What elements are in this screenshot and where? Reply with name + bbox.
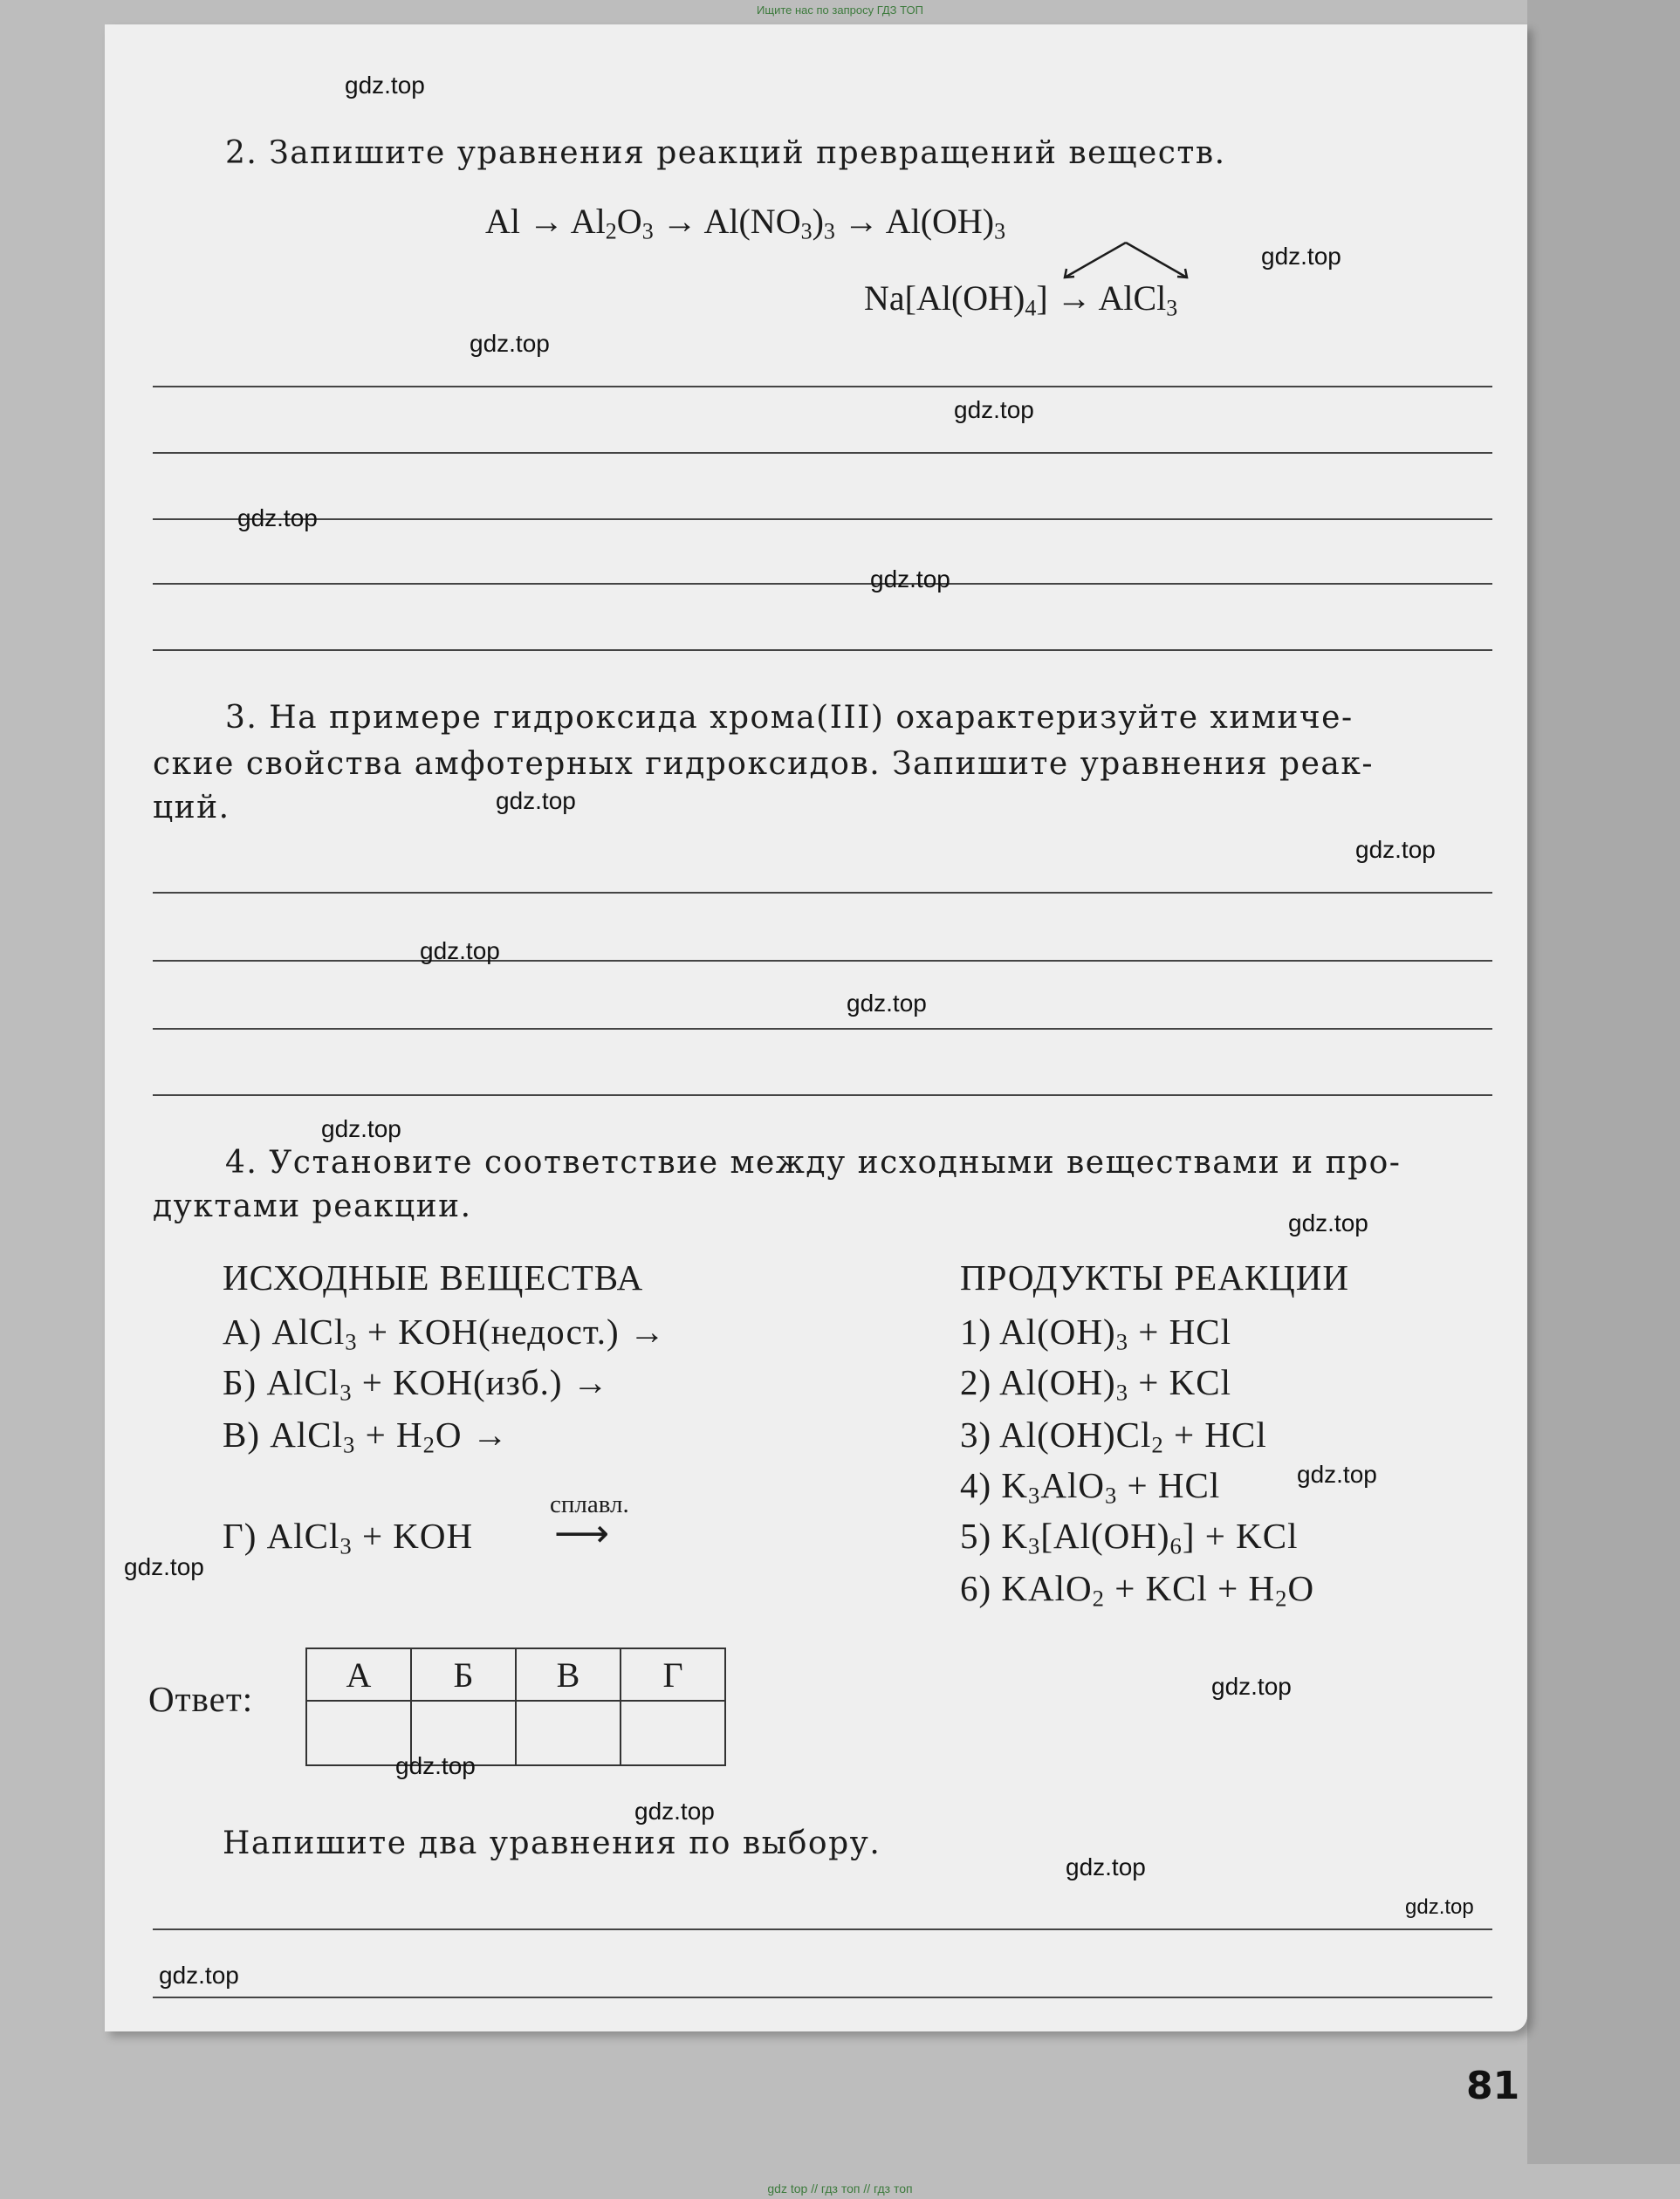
watermark: gdz.top (1066, 1853, 1146, 1880)
branch-arrow-left (1065, 243, 1126, 277)
watermark: gdz.top (1288, 1209, 1368, 1237)
reactant-b (223, 1361, 609, 1407)
bottom-banner: gdz top // гдз топ // гдз топ (767, 2182, 913, 2196)
formula: KAlO (1001, 1568, 1093, 1608)
chain-arrow: → (843, 202, 879, 241)
chain-naaloh4: Na[Al(OH) (864, 278, 1025, 318)
chain-arrow: → (529, 202, 564, 241)
sub: 2 (1092, 1585, 1105, 1612)
answer-header-row (306, 1648, 725, 1701)
formula: [Al(OH) (1040, 1516, 1170, 1556)
sub: 4 (1025, 295, 1037, 321)
sub: 3 (1028, 1482, 1041, 1509)
answer-cell-v[interactable] (516, 1701, 621, 1765)
answer-line[interactable] (153, 1997, 1492, 1998)
option-label: 6) (960, 1568, 992, 1608)
chain-al2o3: Al (570, 202, 606, 241)
next-page-edge (1527, 0, 1680, 2164)
option-label: 1) (960, 1312, 992, 1352)
answer-line[interactable] (153, 386, 1492, 387)
formula: K (1001, 1465, 1029, 1505)
chain-alcl3: AlCl (1098, 278, 1167, 318)
task4-line2: дуктами реакции. (153, 1189, 472, 1224)
sub: 3 (641, 218, 654, 244)
sub: 3 (1166, 295, 1178, 321)
formula: + KOH(недост.) → (357, 1312, 666, 1352)
answer-table (305, 1648, 726, 1766)
branch-arrow-right (1126, 243, 1187, 277)
formula: + KCl (1128, 1362, 1231, 1402)
watermark: gdz.top (321, 1115, 401, 1142)
sub: 3 (1104, 1482, 1118, 1509)
formula: AlCl (271, 1312, 346, 1352)
watermark: gdz.top (470, 330, 550, 357)
option-label: Б) (223, 1362, 257, 1402)
formula: + HCl (1128, 1312, 1231, 1352)
reaction-chain-1 (485, 201, 1005, 245)
option-label: А) (223, 1312, 263, 1352)
top-banner: Ищите нас по запросу ГДЗ ТОП (757, 3, 923, 17)
page-number: 81 (1466, 2064, 1520, 2108)
option-label: 3) (960, 1415, 992, 1455)
answer-header-g: Г (621, 1648, 725, 1701)
watermark: gdz.top (1261, 243, 1341, 270)
formula: AlCl (266, 1516, 340, 1556)
reactant-g (223, 1515, 473, 1560)
watermark: gdz.top (420, 937, 500, 964)
option-label: 2) (960, 1362, 992, 1402)
chain-alno3: Al(NO (703, 202, 801, 241)
answer-header-a: А (306, 1648, 411, 1701)
product-6 (960, 1567, 1314, 1613)
chain-al: Al (485, 202, 520, 241)
sub: 3 (823, 218, 835, 244)
reactant-v (223, 1414, 509, 1459)
option-label: 4) (960, 1465, 992, 1505)
watermark: gdz.top (124, 1553, 204, 1580)
long-arrow: ⟶ (554, 1511, 610, 1556)
task4-line1: 4. Установите соответствие между исходными веществами и про- (225, 1145, 1402, 1181)
chain-arrow: → (662, 202, 697, 241)
answer-header-b: Б (411, 1648, 516, 1701)
sub: 3 (339, 1532, 353, 1559)
formula: + KOH (352, 1516, 474, 1556)
bracket: ] (1036, 278, 1048, 318)
task3-line2: ские свойства амфотерных гидроксидов. Запишите уравнения реак- (153, 746, 1375, 782)
formula: O → (435, 1415, 509, 1455)
sub: 3 (800, 218, 813, 244)
watermark: gdz.top (1355, 836, 1436, 863)
watermark: gdz.top (954, 396, 1034, 423)
write-two-text: Напишите два уравнения по выбору. (223, 1826, 881, 1861)
sub: 3 (1115, 1379, 1129, 1406)
formula: O (1287, 1568, 1315, 1608)
formula: + HCl (1117, 1465, 1221, 1505)
formula: AlO (1040, 1465, 1105, 1505)
answer-input-row (306, 1701, 725, 1765)
formula: + KCl + H (1104, 1568, 1276, 1608)
sub: 2 (1275, 1585, 1288, 1612)
sub: 2 (1151, 1431, 1164, 1458)
product-3 (960, 1414, 1267, 1459)
answer-label: Ответ: (148, 1679, 254, 1719)
formula: ] + KCl (1182, 1516, 1299, 1556)
formula: Al(OH) (999, 1362, 1116, 1402)
answer-line[interactable] (153, 452, 1492, 454)
formula: K (1001, 1516, 1029, 1556)
sub: 3 (994, 218, 1006, 244)
option-label: Г) (223, 1516, 257, 1556)
product-1 (960, 1311, 1231, 1356)
reactants-header: ИСХОДНЫЕ ВЕЩЕСТВА (223, 1257, 644, 1298)
answer-line[interactable] (153, 583, 1492, 585)
task3-line3: ций. (153, 790, 230, 825)
formula: Al(OH)Cl (999, 1415, 1152, 1455)
formula: Al(OH) (999, 1312, 1116, 1352)
formula: AlCl (266, 1362, 340, 1402)
paren: ) (812, 202, 824, 241)
answer-line[interactable] (153, 1094, 1492, 1096)
chain-o: O (616, 202, 642, 241)
reactant-a (223, 1311, 666, 1356)
chain-aloh3: Al(OH) (885, 202, 995, 241)
formula: + H (355, 1415, 423, 1455)
watermark: gdz.top (237, 504, 318, 531)
formula: + HCl (1163, 1415, 1267, 1455)
products-header: ПРОДУКТЫ РЕАКЦИИ (960, 1257, 1349, 1298)
task3-line1: 3. На примере гидроксида хрома(III) охарактеризуйте химиче- (225, 700, 1354, 736)
formula: + KOH(изб.) → (352, 1362, 609, 1402)
task2-text: 2. Запишите уравнения реакций превращений веществ. (225, 135, 1226, 171)
sub: 3 (345, 1328, 358, 1355)
answer-line[interactable] (153, 892, 1492, 894)
watermark: gdz.top (870, 565, 950, 593)
sub: 3 (1028, 1532, 1041, 1559)
sub: 3 (339, 1379, 353, 1406)
sub: 6 (1169, 1532, 1183, 1559)
watermark: gdz.top (345, 72, 425, 99)
sub: 2 (422, 1431, 435, 1458)
watermark: gdz.top (1405, 1895, 1474, 1919)
answer-line[interactable] (153, 1928, 1492, 1930)
watermark: gdz.top (395, 1752, 476, 1779)
watermark: gdz.top (634, 1798, 715, 1825)
watermark: gdz.top (159, 1962, 239, 1989)
product-2 (960, 1361, 1231, 1407)
sub: 3 (1115, 1328, 1129, 1355)
answer-header-v: В (516, 1648, 621, 1701)
option-label: 5) (960, 1516, 992, 1556)
chain-arrow: → (1056, 278, 1092, 318)
sub: 3 (343, 1431, 356, 1458)
option-label: В) (223, 1415, 260, 1455)
watermark: gdz.top (1211, 1673, 1292, 1700)
watermark: gdz.top (1297, 1461, 1377, 1488)
answer-line[interactable] (153, 960, 1492, 962)
answer-line[interactable] (153, 649, 1492, 651)
sub: 2 (605, 218, 617, 244)
answer-line[interactable] (153, 518, 1492, 520)
condition-label: сплавл. (550, 1490, 629, 1518)
formula: AlCl (270, 1415, 343, 1455)
watermark: gdz.top (496, 787, 576, 814)
answer-line[interactable] (153, 1028, 1492, 1030)
answer-cell-g[interactable] (621, 1701, 725, 1765)
reaction-chain-2 (864, 277, 1177, 322)
product-4 (960, 1464, 1220, 1510)
product-5 (960, 1515, 1298, 1560)
watermark: gdz.top (847, 990, 927, 1017)
